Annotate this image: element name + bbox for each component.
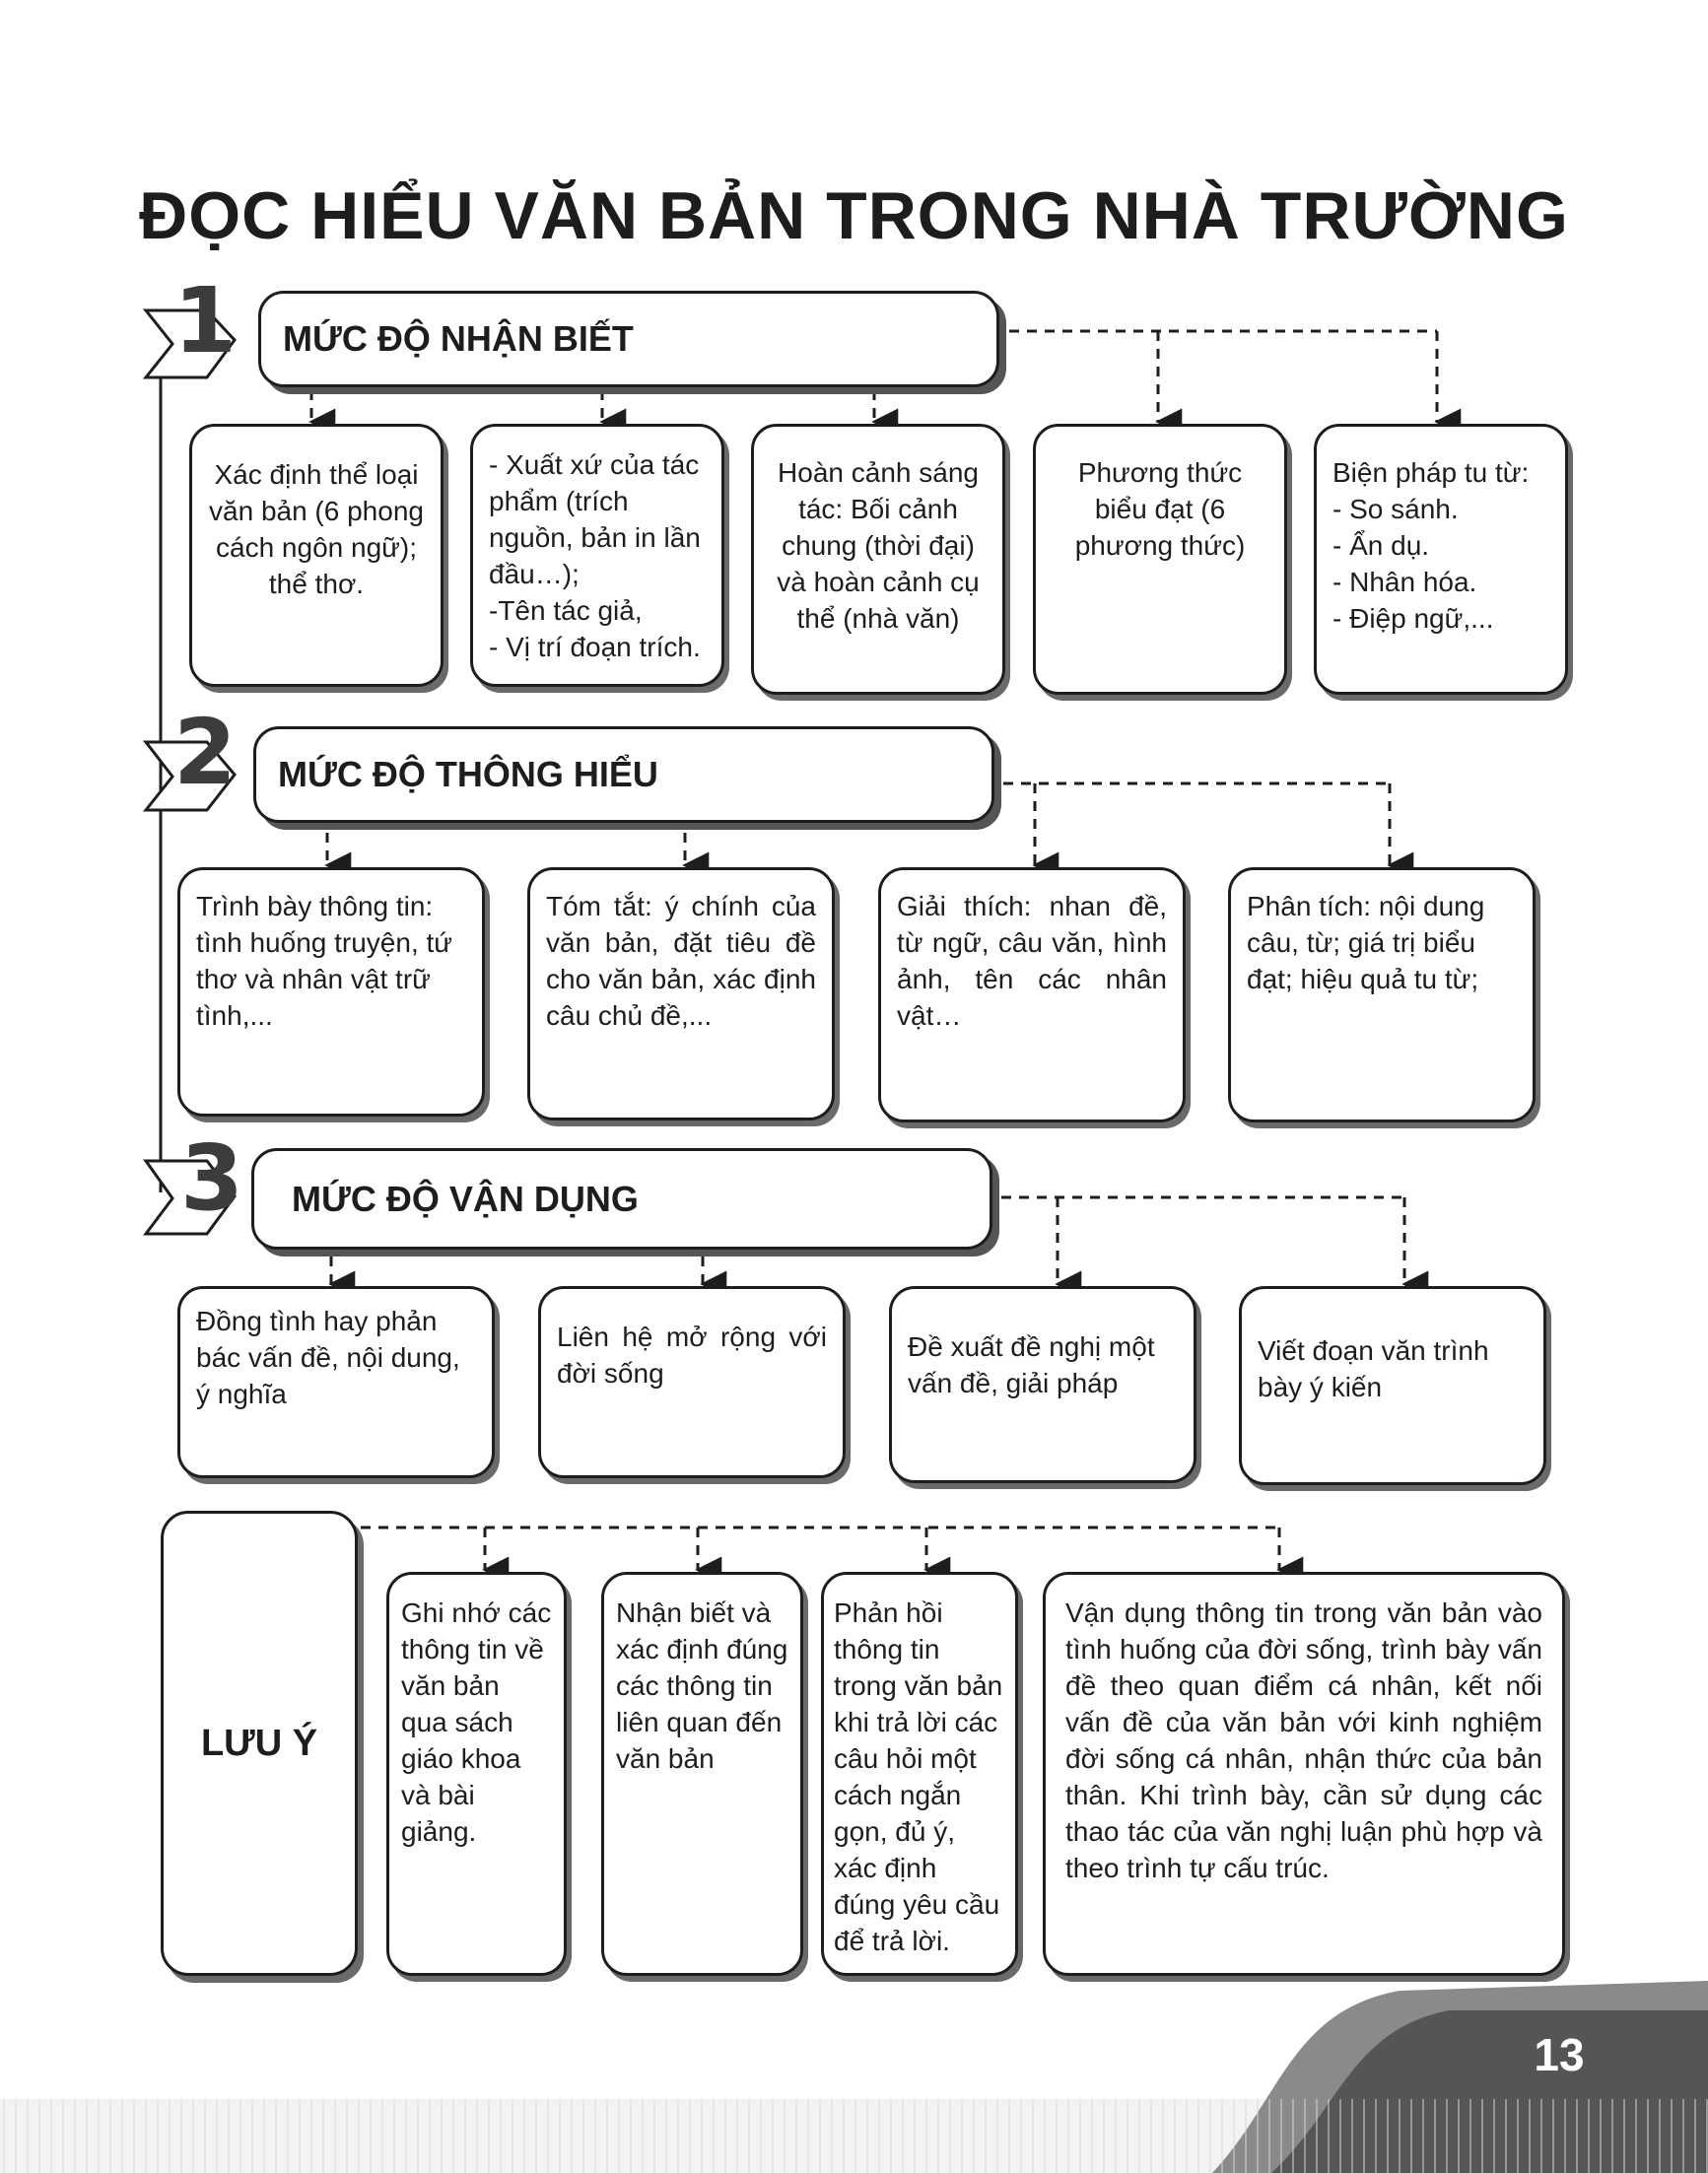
box-l2-4: Phân tích: nội dung câu, từ; giá trị biểu đạt; hiệu quả tu từ; [1228,867,1536,1122]
level-number: 1 [173,268,238,373]
note-box-2: Nhận biết và xác định đúng các thông tin liên quan đến văn bản [601,1572,803,1976]
level-1-header [258,291,999,387]
level-label: MỨC ĐỘ VẬN DỤNG [292,1178,639,1219]
box-l3-3: Đề xuất đề nghị một vấn đề, giải pháp [889,1286,1196,1483]
box-l1-4: Phương thức biểu đạt (6 phương thức) [1033,424,1287,695]
level-label: MỨC ĐỘ NHẬN BIẾT [283,318,634,359]
page-title: ĐỌC HIỂU VĂN BẢN TRONG NHÀ TRƯỜNG [139,178,1569,253]
box-l3-4: Viết đoạn văn trình bày ý kiến [1239,1286,1546,1485]
box-l2-1: Trình bày thông tin: tình huống truyện, tứ thơ và nhân vật trữ tình,... [177,867,485,1117]
level-3-header [251,1148,992,1250]
box-l1-3: Hoàn cảnh sáng tác: Bối cảnh chung (thời đại) và hoàn cảnh cụ thể (nhà văn) [751,424,1005,695]
box-l2-3: Giải thích: nhan đề, từ ngữ, câu văn, hình ảnh, tên các nhân vật… [878,867,1186,1122]
note-label: LƯU Ý [161,1511,358,1976]
note-box-3: Phản hồi thông tin trong văn bản khi trả lời các câu hỏi một cách ngắn gọn, đủ ý, xác định đúng yêu cầu để trả lời. [821,1572,1018,1976]
box-l3-1: Đồng tình hay phản bác vấn đề, nội dung, ý nghĩa [177,1286,495,1478]
page-number: 13 [1534,2029,1585,2080]
box-l3-2: Liên hệ mở rộng với đời sống [538,1286,846,1478]
level-2-header [253,726,994,823]
footer-decoration [0,1981,1708,2173]
level-number: 2 [173,700,238,805]
level-label: MỨC ĐỘ THÔNG HIỂU [278,754,658,794]
box-l1-5: Biện pháp tu từ: - So sánh. - Ẩn dụ. - Nhân hóa. - Điệp ngữ,... [1314,424,1568,695]
note-box-1: Ghi nhớ các thông tin về văn bản qua sách giáo khoa và bài giảng. [386,1572,567,1976]
level-number: 3 [180,1125,244,1231]
box-l1-2: - Xuất xứ của tác phẩm (trích nguồn, bản in lần đầu…); -Tên tác giả, - Vị trí đoạn trích. [470,424,724,687]
box-l1-1: Xác định thể loại văn bản (6 phong cách ngôn ngữ); thể thơ. [189,424,444,687]
note-box-4: Vận dụng thông tin trong văn bản vào tình huống của đời sống, trình bày vấn đề theo quan điểm cá nhân, kết nối vấn đề của văn bản với kinh nghiệm đời sống cá nhân, nhận thức của bản thân. Khi trình bày, cần sử dụng các thao tác của văn nghị luận phù hợp và theo trình tự cấu trúc. [1043,1572,1565,1976]
box-l2-2: Tóm tắt: ý chính của văn bản, đặt tiêu đề cho văn bản, xác định câu chủ đề,... [527,867,835,1120]
